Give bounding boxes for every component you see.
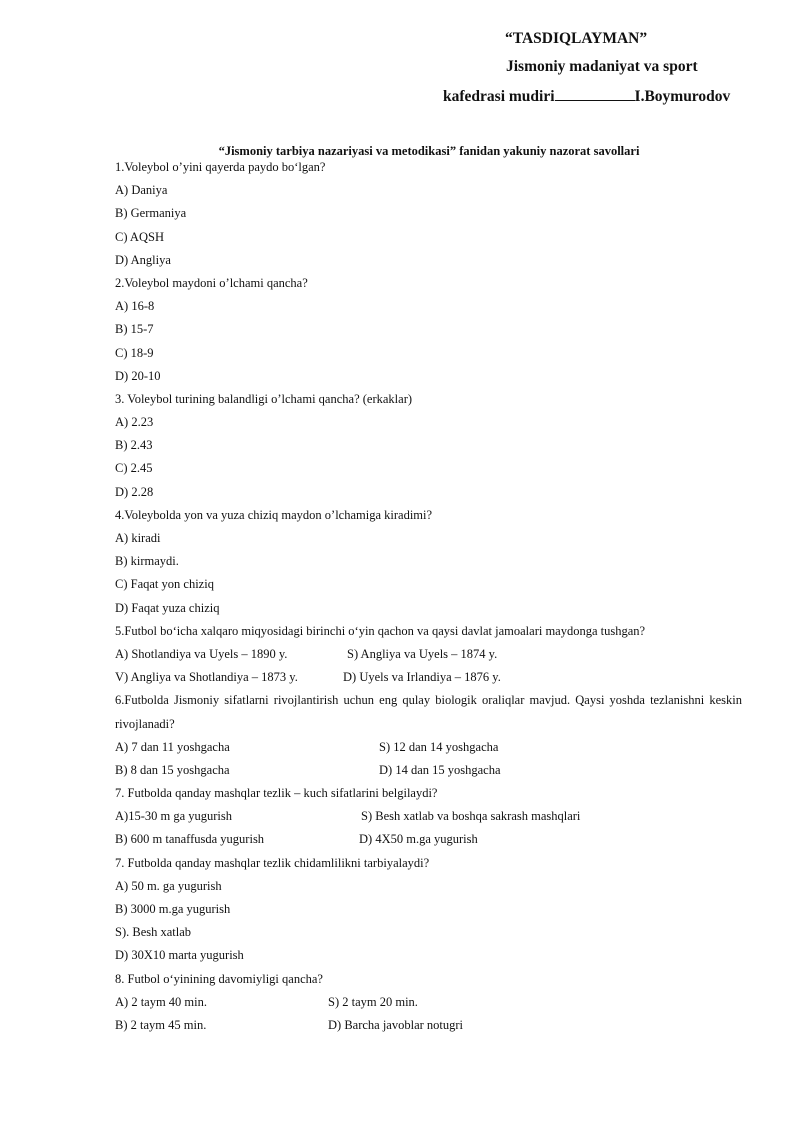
answer-option: A) 2 taym 40 min. bbox=[115, 994, 208, 1009]
answer-option: A)15-30 m ga yugurish bbox=[115, 809, 232, 824]
answer-option-row bbox=[115, 666, 742, 689]
answer-option-row bbox=[115, 828, 742, 851]
answer-option-row bbox=[115, 643, 742, 666]
answer-option: A) Shotlandiya va Uyels – 1890 y. bbox=[115, 646, 288, 661]
answer-option: A) kiradi bbox=[115, 531, 161, 545]
answer-option: S) 12 dan 14 yoshgacha bbox=[379, 739, 499, 754]
answer-option-row bbox=[115, 759, 742, 782]
approval-signature-line bbox=[443, 86, 730, 107]
approval-department: Jismoniy madaniyat va sport bbox=[506, 58, 698, 75]
approval-stamp: “TASDIQLAYMAN” bbox=[505, 30, 648, 47]
question-text: 4.Voleybolda yon va yuza chiziq maydon o’lchamiga kiradimi? bbox=[115, 507, 433, 522]
answer-option: D) 2.28 bbox=[115, 484, 154, 499]
question-text: 2.Voleybol maydoni o’lchami qancha? bbox=[115, 275, 308, 290]
answer-option: S) 2 taym 20 min. bbox=[328, 994, 418, 1009]
answer-option: C) Faqat yon chiziq bbox=[115, 577, 214, 592]
question-text: 5.Futbol bo‘icha xalqaro miqyosidagi birinchi o‘yin qachon va qaysi davlat jamoalari maydonga tushgan? bbox=[115, 623, 646, 638]
answer-option: D) Faqat yuza chiziq bbox=[115, 600, 220, 615]
answer-option: S) Besh xatlab va boshqa sakrash mashqlari bbox=[361, 809, 581, 824]
answer-option: D) 4X50 m.ga yugurish bbox=[359, 832, 478, 847]
answer-option: C) 2.45 bbox=[115, 461, 153, 476]
answer-option: B) 15-7 bbox=[115, 322, 154, 337]
answer-option: A) 7 dan 11 yoshgacha bbox=[115, 739, 230, 754]
answer-option: B) 2.43 bbox=[115, 438, 153, 453]
answer-option: B) Germaniya bbox=[115, 206, 187, 221]
answer-option-row bbox=[115, 736, 742, 759]
question-text: 6.Futbolda Jismoniy sifatlarni rivojlantirish uchun eng qulay biologik oraliqlar mavjud. Qaysi yoshda tezlanishni keskin rivojlanadi? bbox=[115, 693, 742, 731]
question-text: 3. Voleybol turining balandligi o’lchami qancha? (erkaklar) bbox=[115, 391, 413, 406]
answer-option-row bbox=[115, 991, 742, 1014]
document-title: “Jismoniy tarbiya nazariyasi va metodikasi” fanidan yakuniy nazorat savollari bbox=[218, 144, 640, 158]
answer-option: D) 14 dan 15 yoshgacha bbox=[379, 762, 501, 777]
answer-option: A) Daniya bbox=[115, 183, 168, 198]
answer-option: D) Angliya bbox=[115, 252, 171, 267]
answer-option: C) AQSH bbox=[115, 229, 164, 244]
question-text: 7. Futbolda qanday mashqlar tezlik chidamlilikni tarbiyalaydi? bbox=[115, 855, 430, 870]
answer-option-row bbox=[115, 1014, 742, 1037]
answer-option: S). Besh xatlab bbox=[115, 925, 192, 940]
answer-option: D) Uyels va Irlandiya – 1876 y. bbox=[343, 670, 501, 685]
question-text: 7. Futbolda qanday mashqlar tezlik – kuch sifatlarini belgilaydi? bbox=[115, 786, 438, 801]
answer-option: D) Barcha javoblar notugri bbox=[328, 1017, 464, 1032]
answer-option: A) 16-8 bbox=[115, 299, 155, 314]
answer-option: S) Angliya va Uyels – 1874 y. bbox=[347, 646, 498, 661]
question-text: 8. Futbol o‘yinining davomiyligi qancha? bbox=[115, 971, 323, 986]
signature-blank bbox=[555, 86, 635, 101]
answer-option: A) 50 m. ga yugurish bbox=[115, 878, 222, 893]
question-text: 1.Voleybol o’yini qayerda paydo bo‘lgan? bbox=[115, 160, 326, 174]
answer-option: C) 18-9 bbox=[115, 345, 154, 360]
answer-option: B) 3000 m.ga yugurish bbox=[115, 902, 231, 917]
answer-option: B) 600 m tanaffusda yugurish bbox=[115, 832, 265, 847]
answer-option: D) 20-10 bbox=[115, 368, 161, 383]
answer-option: B) 2 taym 45 min. bbox=[115, 1017, 207, 1032]
questions-list bbox=[115, 156, 742, 1037]
answer-option: D) 30X10 marta yugurish bbox=[115, 948, 244, 963]
approval-name: I.Boymurodov bbox=[634, 88, 731, 105]
answer-option: A) 2.23 bbox=[115, 415, 154, 430]
answer-option-row bbox=[115, 805, 742, 828]
answer-option: B) 8 dan 15 yoshgacha bbox=[115, 762, 230, 777]
answer-option: B) kirmaydi. bbox=[115, 554, 179, 569]
approval-position: kafedrasi mudiri bbox=[443, 88, 555, 105]
answer-option: V) Angliya va Shotlandiya – 1873 y. bbox=[115, 670, 298, 685]
